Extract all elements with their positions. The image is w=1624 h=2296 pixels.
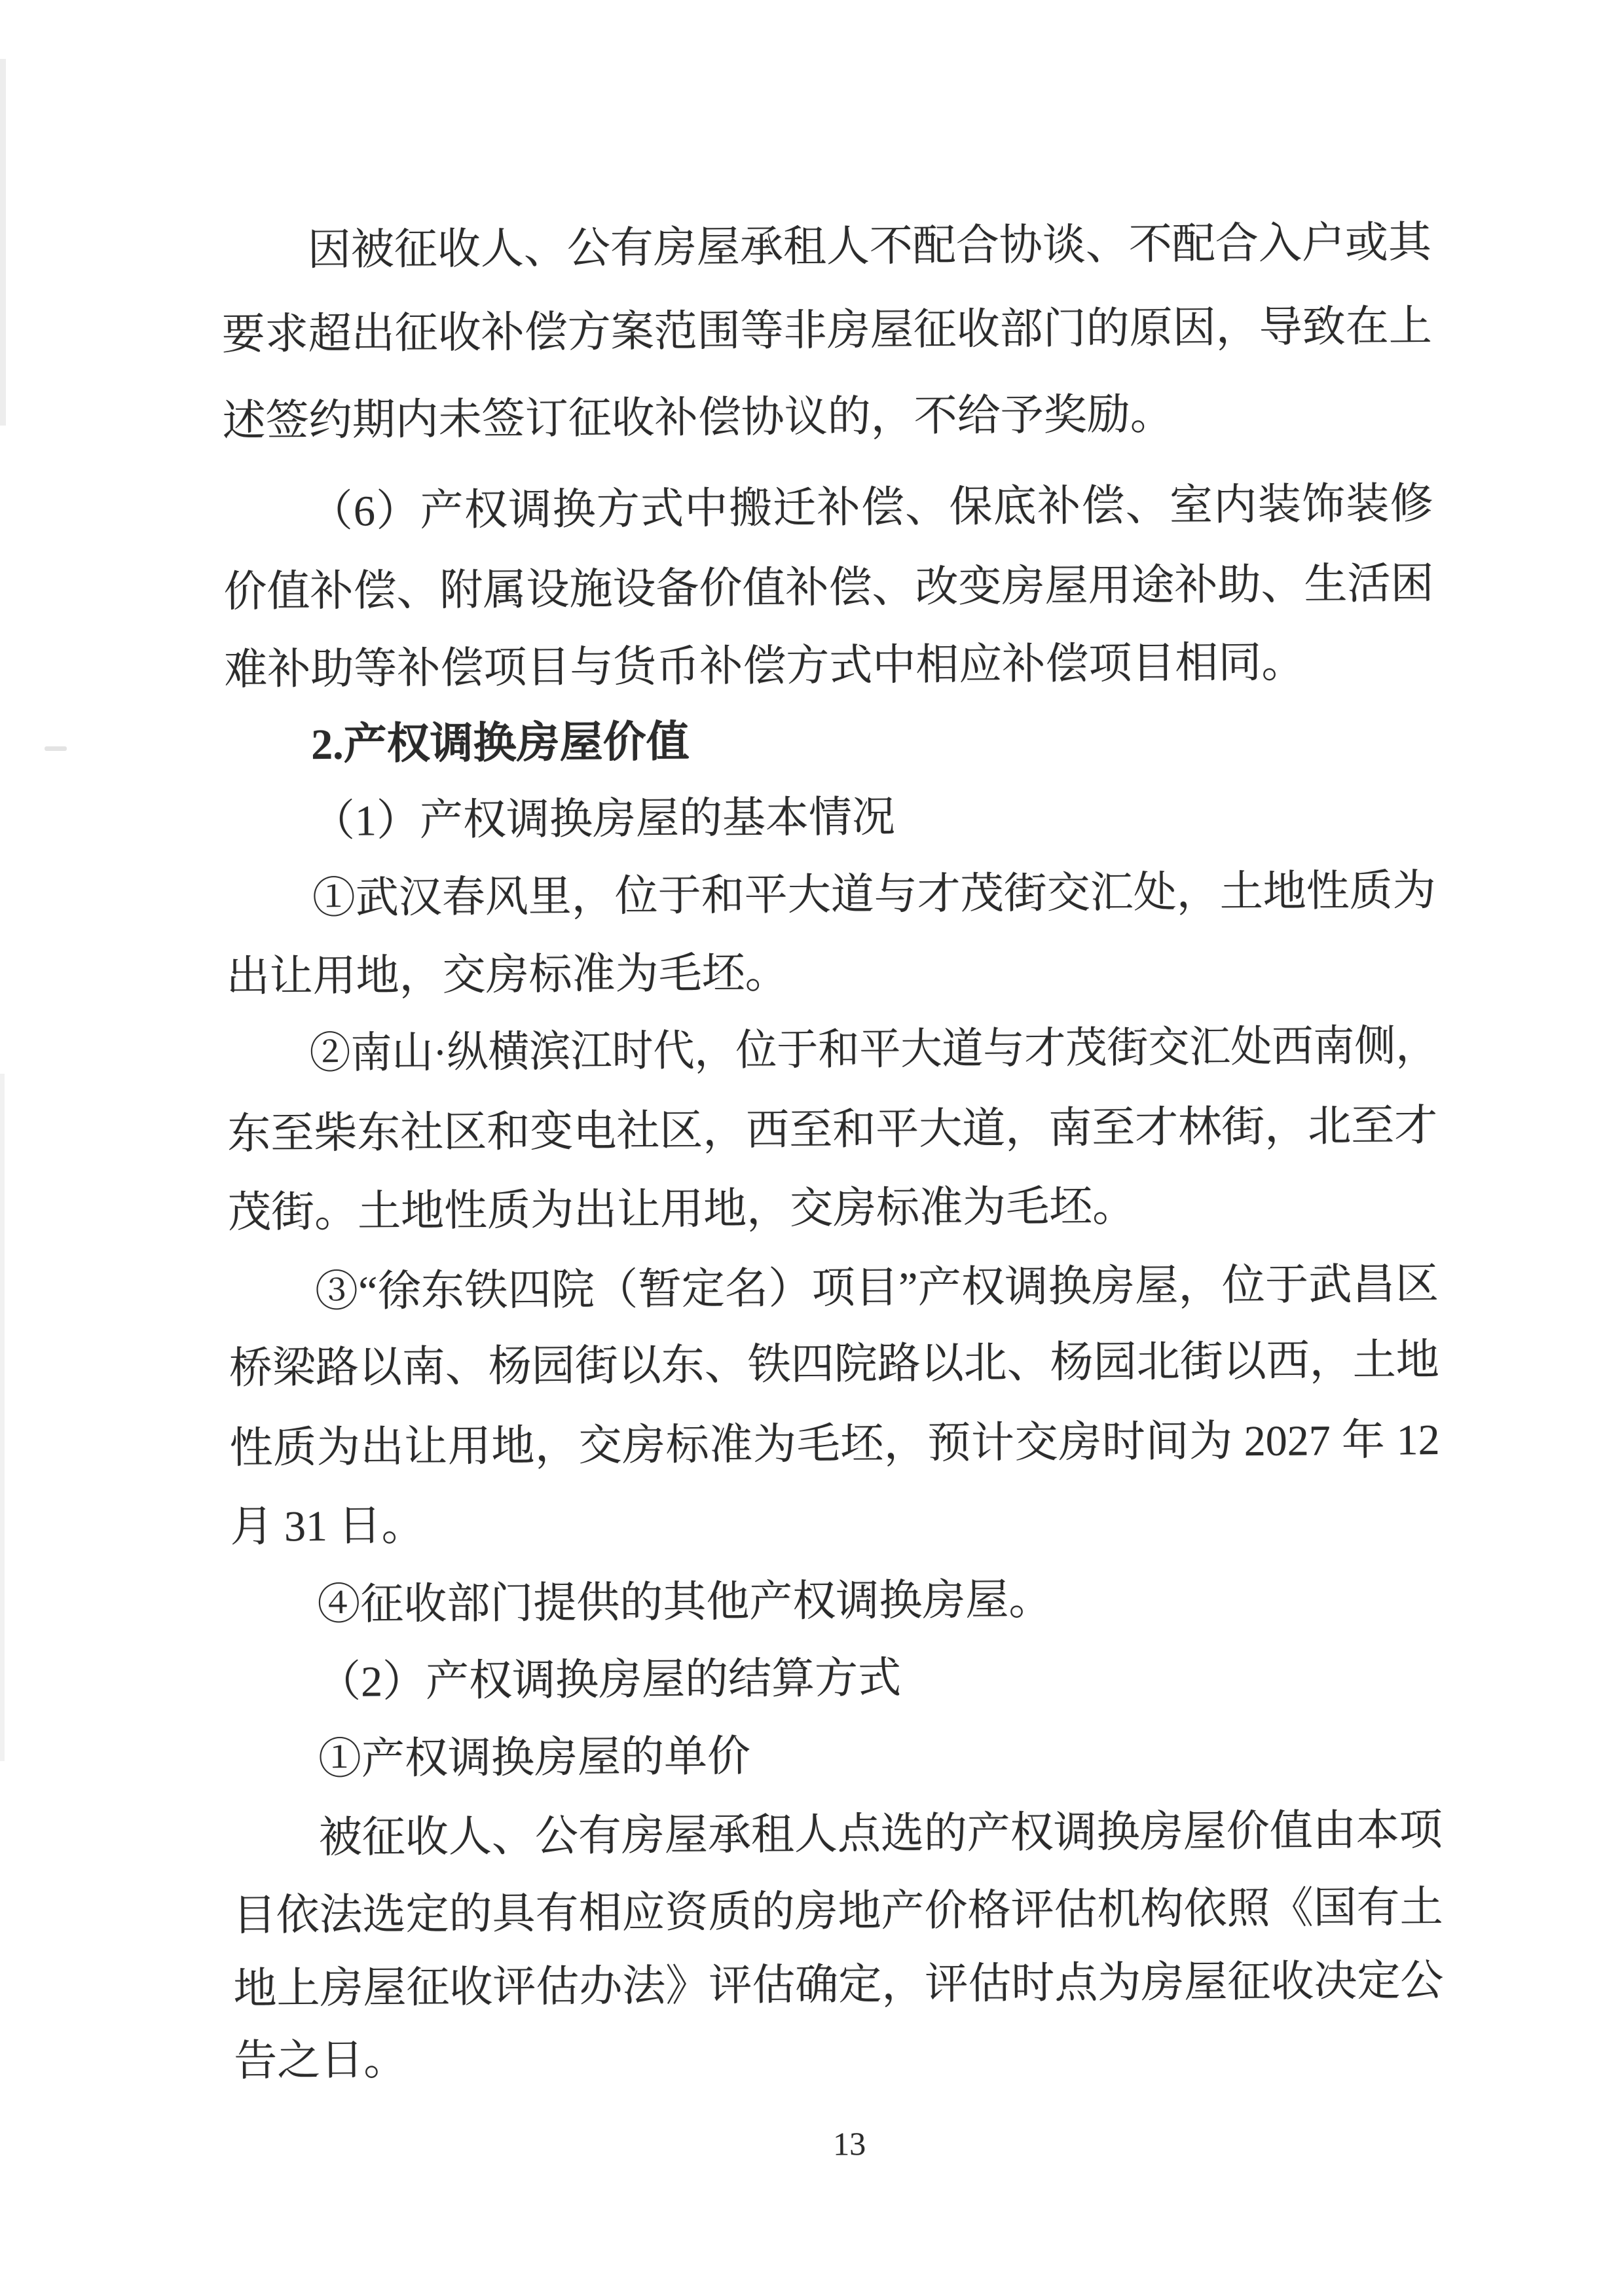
text-line: 要求超出征收补偿方案范围等非房屋征收部门的原因，导致在上 <box>221 302 1432 359</box>
text-line: 价值补偿、附属设施设备价值补偿、改变房屋用途补助、生活困 <box>223 560 1434 617</box>
text-line: 桥梁路以南、杨园街以东、铁四院路以北、杨园北街以西，土地 <box>229 1336 1440 1393</box>
text-line: ①武汉春风里，位于和平大道与才茂街交汇处，土地性质为 <box>312 867 1437 923</box>
text-line: 月 31 日。 <box>230 1501 425 1551</box>
text-line: 2.产权调换房屋价值 <box>310 718 690 769</box>
text-line: 被征收人、公有房屋承租人点选的产权调换房屋价值由本项 <box>318 1806 1443 1863</box>
text-line: （1）产权调换房屋的基本情况 <box>311 793 896 846</box>
text-line: （2）产权调换房屋的结算方式 <box>317 1654 902 1707</box>
text-line: 目依法选定的具有相应资质的房地产价格评估机构依照《国有土 <box>232 1884 1443 1940</box>
text-line: 性质为出让用地，交房标准为毛坯，预计交房时间为 2027 年 12 <box>229 1416 1440 1472</box>
scan-artifact-streak <box>0 1074 5 1761</box>
text-line: ①产权调换房屋的单价 <box>318 1732 751 1784</box>
page-number: 13 <box>832 2125 866 2162</box>
text-line: ④征收部门提供的其他产权调换房屋。 <box>317 1576 1052 1630</box>
text-line: ③“徐东铁四院（暂定名）项目”产权调换房屋，位于武昌区 <box>314 1260 1439 1317</box>
text-line: 述签约期内未签订征收补偿协议的，不给予奖励。 <box>222 390 1173 446</box>
text-line: 地上房屋征收评估办法》评估确定，评估时点为房屋征收决定公 <box>233 1957 1444 2013</box>
text-line: 因被征收人、公有房屋承租人不配合协谈、不配合入户或其 <box>307 219 1432 275</box>
text-line: 出让用地，交房标准为毛坯。 <box>226 949 788 1001</box>
text-line: 告之日。 <box>233 2036 407 2085</box>
text-line: 东至柴东社区和变电社区，西至和平大道，南至才林街，北至才 <box>227 1102 1438 1158</box>
text-line: 茂街。土地性质为出让用地，交房标准为毛坯。 <box>227 1182 1136 1237</box>
text-line: （6）产权调换方式中搬迁补偿、保底补偿、室内装饰装修 <box>309 480 1433 536</box>
text-line: ②南山·纵横滨江时代，位于和平大道与才茂街交汇处西南侧， <box>309 1022 1437 1078</box>
text-line: 难补助等补偿项目与货币补偿方式中相应补偿项目相同。 <box>224 638 1305 694</box>
